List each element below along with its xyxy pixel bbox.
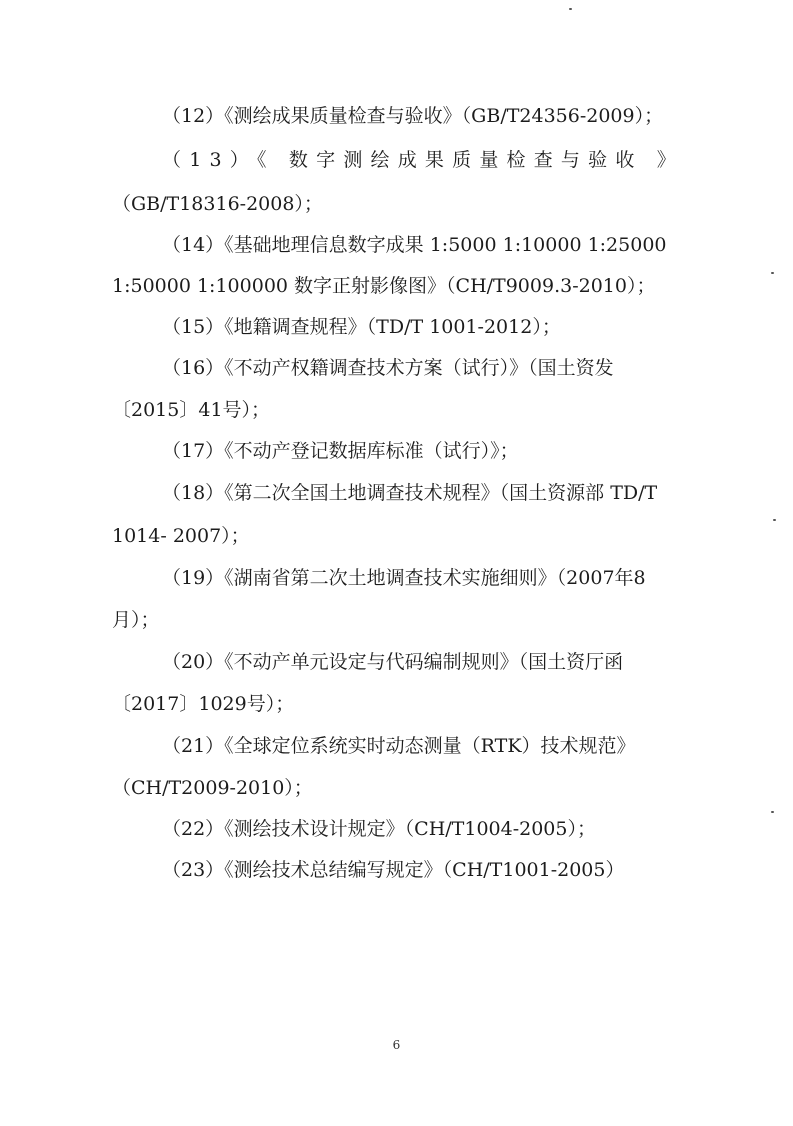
reference-item-17: （17）《不动产登记数据库标准（试行）》；: [162, 440, 519, 462]
reference-item-12: （12）《测绘成果质量检查与验收》（GB/T24356-2009）；: [162, 105, 664, 127]
scan-speck: [569, 8, 572, 10]
reference-item-23: （23）《测绘技术总结编写规定》（CH/T1001-2005）: [162, 859, 625, 881]
reference-item-21-continued: （CH/T2009-2010）；: [112, 777, 313, 799]
reference-item-14-continued: 1:50000 1:100000 数字正射影像图》（CH/T9009.3-2010）；: [112, 275, 656, 297]
reference-item-16-continued: 〔2015〕41号）；: [112, 399, 271, 421]
reference-item-19: （19）《湖南省第二次土地调查技术实施细则》（2007年8: [162, 567, 646, 589]
scan-speck: [771, 272, 774, 274]
reference-item-13-continued: （GB/T18316-2008）；: [112, 193, 323, 215]
page-number: 6: [392, 1038, 401, 1052]
reference-item-21: （21）《全球定位系统实时动态测量（RTK）技术规范》: [162, 735, 636, 757]
reference-item-15: （15）《地籍调查规程》（TD/T 1001-2012）；: [162, 316, 561, 338]
reference-item-14: （14）《基础地理信息数字成果 1:5000 1:10000 1:25000: [162, 234, 667, 256]
reference-item-13: （13）《 数字测绘成果质量检查与验收 》: [162, 149, 684, 171]
reference-item-20: （20）《不动产单元设定与代码编制规则》（国土资厅函: [162, 651, 624, 673]
reference-item-18: （18）《第二次全国土地调查技术规程》（国土资源部 TD/T: [162, 482, 658, 504]
reference-item-19-continued: 月）；: [112, 609, 160, 631]
reference-item-18-continued: 1014- 2007）；: [112, 525, 250, 547]
scan-speck: [771, 811, 774, 813]
reference-item-16: （16）《不动产权籍调查技术方案（试行）》（国土资发: [162, 357, 614, 379]
scan-speck: [773, 519, 776, 521]
reference-item-22: （22）《测绘技术设计规定》（CH/T1004-2005）；: [162, 818, 596, 840]
reference-item-20-continued: 〔2017〕1029号）；: [112, 693, 295, 715]
